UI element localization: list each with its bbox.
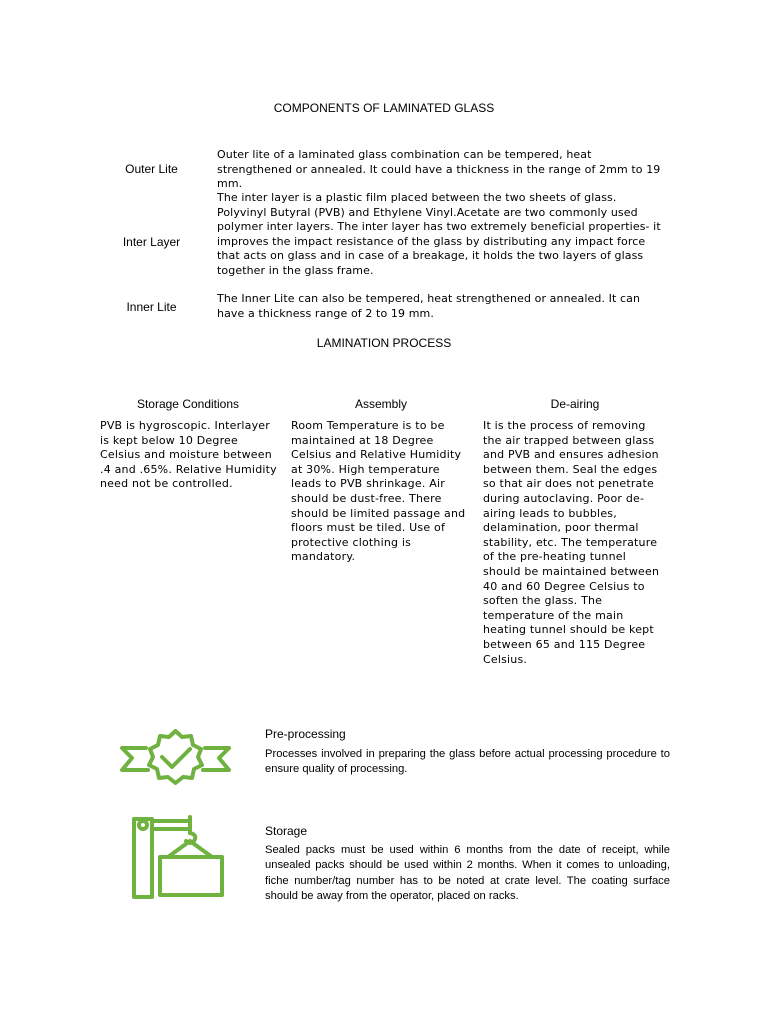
section-text-pre-processing: Processes involved in preparing the glass before actual processing procedure to ensure quality of processing. bbox=[265, 748, 670, 776]
page-title: COMPONENTS OF LAMINATED GLASS bbox=[273, 101, 495, 115]
component-label-inner-lite: Inner Lite bbox=[126, 300, 177, 314]
component-label-inter-layer: Inter Layer bbox=[122, 235, 181, 249]
process-heading-assembly: Assembly bbox=[354, 397, 407, 411]
quality-badge-icon bbox=[118, 726, 233, 796]
component-text-inner-lite: The Inner Lite can also be tempered, heat strengthened or annealed. It can have a thickness range of 2 to 19 mm. bbox=[217, 292, 641, 320]
process-text-de-airing: It is the process of removing the air trapped between glass and PVB and ensures adhesion between them. Seal the edges so that air does not penetrate during autoclaving. Poor de-airing leads to bubbles, delamination, poor thermal stability, etc. The temperature of the pre-heating tunnel should be maintained between 40 and 60 Degree Celsius to soften the glass. The temperature of the main heating tunnel should be kept between 65 and 115 Degree Celsius. bbox=[483, 419, 660, 666]
process-title: LAMINATION PROCESS bbox=[316, 336, 452, 350]
section-text-storage: Sealed packs must be used within 6 months from the date of receipt, while unsealed packs should be used within 2 months. When it comes to unloading, fiche number/tag number has to be noted at crate level. The coating surface should be away from the operator, placed on racks. bbox=[265, 844, 670, 903]
section-heading-storage: Storage bbox=[265, 824, 308, 838]
process-text-assembly: Room Temperature is to be maintained at 18 Degree Celsius and Relative Humidity at 30%. High temperature leads to PVB shrinkage. Air should be dust-free. There should be limited passage and floors must be tiled. Use of protective clothing is mandatory. bbox=[291, 419, 466, 564]
section-heading-pre-processing: Pre-processing bbox=[265, 727, 346, 741]
process-heading-de-airing: De-airing bbox=[550, 397, 600, 411]
crane-icon bbox=[128, 811, 238, 903]
process-heading-storage: Storage Conditions bbox=[136, 397, 240, 411]
process-text-storage: PVB is hygroscopic. Interlayer is kept below 10 Degree Celsius and moisture between .4 and .65%. Relative Humidity need not be controlled. bbox=[100, 419, 277, 491]
component-text-outer-lite: Outer lite of a laminated glass combination can be tempered, heat strengthened or annealed. It could have a thickness in the range of 2mm to 19 mm. bbox=[217, 148, 661, 191]
component-label-outer-lite: Outer Lite bbox=[125, 162, 178, 176]
component-text-inter-layer: The inter layer is a plastic film placed between the two sheets of glass. Polyvinyl Butyral (PVB) and Ethylene Vinyl.Acetate are two commonly used polymer inter layers. The inter layer has two extremely beneficial properties- it improves the impact resistance of the glass by distributing any impact force that acts on glass and in case of a breakage, it holds the two layers of glass together in the glass frame. bbox=[217, 191, 661, 277]
